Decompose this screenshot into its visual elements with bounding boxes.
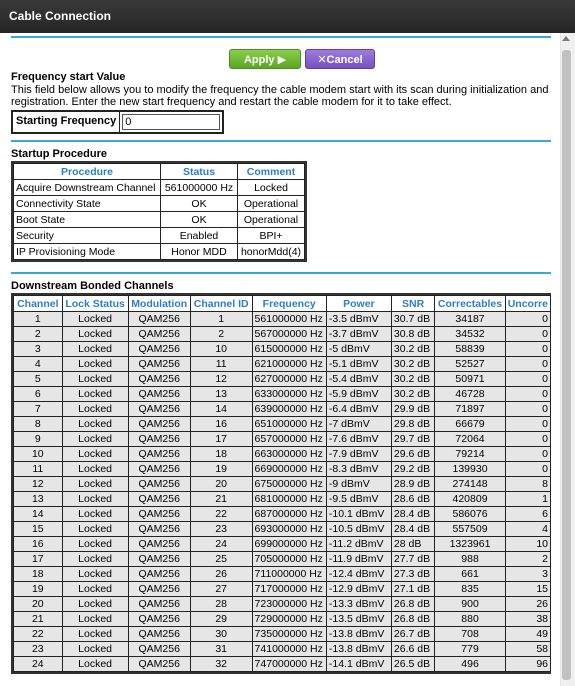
table-cell: 633000000 Hz bbox=[252, 387, 326, 402]
table-cell: -10.5 dBmV bbox=[326, 522, 391, 537]
table-cell: QAM256 bbox=[128, 477, 190, 492]
column-header: SNR bbox=[391, 296, 435, 312]
table-cell: Locked bbox=[62, 432, 128, 447]
table-cell: 0 bbox=[505, 372, 550, 387]
table-cell: -9.5 dBmV bbox=[326, 492, 391, 507]
table-cell: honorMdd(4) bbox=[238, 244, 305, 260]
frequency-description: This field below allows you to modify the frequency the cable modem start with its scan during initialization and registration. Enter the new start frequency and restart the cable modem for it to take effect. bbox=[11, 84, 549, 108]
table-cell: 27.7 dB bbox=[391, 552, 435, 567]
table-cell: Connectivity State bbox=[14, 196, 161, 212]
table-cell: 20 bbox=[14, 597, 63, 612]
table-cell: QAM256 bbox=[128, 402, 190, 417]
table-row bbox=[14, 312, 551, 327]
downstream-table-wrapper bbox=[11, 293, 551, 674]
table-cell: 24 bbox=[14, 657, 63, 672]
column-header: Channel bbox=[14, 296, 63, 312]
table-cell: 687000000 Hz bbox=[252, 507, 326, 522]
table-cell: 26.5 dB bbox=[391, 657, 435, 672]
table-cell: 31 bbox=[190, 642, 252, 657]
table-cell: 0 bbox=[505, 312, 550, 327]
table-cell: Locked bbox=[62, 477, 128, 492]
table-cell: QAM256 bbox=[128, 657, 190, 672]
table-cell: 3 bbox=[505, 567, 550, 582]
table-row bbox=[14, 228, 305, 244]
table-cell: QAM256 bbox=[128, 417, 190, 432]
table-cell: Locked bbox=[62, 567, 128, 582]
table-cell: Locked bbox=[62, 612, 128, 627]
table-cell: -13.8 dBmV bbox=[326, 642, 391, 657]
table-cell: 705000000 Hz bbox=[252, 552, 326, 567]
table-cell: BPI+ bbox=[238, 228, 305, 244]
table-cell: 30.8 dB bbox=[391, 327, 435, 342]
table-cell: 19 bbox=[190, 462, 252, 477]
table-cell: 0 bbox=[505, 462, 550, 477]
table-cell: 2 bbox=[14, 327, 63, 342]
startup-table bbox=[13, 163, 305, 260]
table-cell: OK bbox=[161, 212, 238, 228]
table-cell: 30.2 dB bbox=[391, 372, 435, 387]
table-cell: 38 bbox=[505, 612, 550, 627]
table-cell: 12 bbox=[14, 477, 63, 492]
column-header: Power bbox=[326, 296, 391, 312]
table-cell: 661 bbox=[435, 567, 505, 582]
table-cell: 21 bbox=[190, 492, 252, 507]
table-cell: 735000000 Hz bbox=[252, 627, 326, 642]
table-cell: 79214 bbox=[435, 447, 505, 462]
table-cell: 7 bbox=[14, 402, 63, 417]
table-cell: QAM256 bbox=[128, 597, 190, 612]
table-cell: 675000000 Hz bbox=[252, 477, 326, 492]
table-cell: QAM256 bbox=[128, 537, 190, 552]
table-cell: 26.6 dB bbox=[391, 642, 435, 657]
table-cell: 9 bbox=[14, 432, 63, 447]
table-cell: 27.1 dB bbox=[391, 582, 435, 597]
table-cell: 4 bbox=[14, 357, 63, 372]
table-cell: 18 bbox=[14, 567, 63, 582]
table-cell: -5.1 dBmV bbox=[326, 357, 391, 372]
table-cell: 420809 bbox=[435, 492, 505, 507]
table-cell: 49 bbox=[505, 627, 550, 642]
table-cell: Operational bbox=[238, 196, 305, 212]
table-cell: 139930 bbox=[435, 462, 505, 477]
table-cell: 2 bbox=[190, 327, 252, 342]
table-cell: Locked bbox=[62, 657, 128, 672]
table-row bbox=[14, 342, 551, 357]
table-cell: -7 dBmV bbox=[326, 417, 391, 432]
table-cell: Operational bbox=[238, 212, 305, 228]
table-cell: QAM256 bbox=[128, 432, 190, 447]
table-cell: 10 bbox=[190, 342, 252, 357]
cancel-button[interactable]: ✕Cancel bbox=[305, 49, 375, 69]
table-cell: QAM256 bbox=[128, 387, 190, 402]
table-cell: QAM256 bbox=[128, 552, 190, 567]
table-cell: 669000000 Hz bbox=[252, 462, 326, 477]
table-row bbox=[14, 417, 551, 432]
table-cell: 23 bbox=[190, 522, 252, 537]
table-cell: 741000000 Hz bbox=[252, 642, 326, 657]
column-header: Procedure bbox=[14, 164, 161, 180]
table-cell: 708 bbox=[435, 627, 505, 642]
action-bar bbox=[11, 38, 551, 69]
table-cell: 29.6 dB bbox=[391, 447, 435, 462]
table-cell: 19 bbox=[14, 582, 63, 597]
downstream-section-title: Downstream Bonded Channels bbox=[11, 280, 174, 292]
table-cell: Locked bbox=[62, 537, 128, 552]
table-row bbox=[14, 387, 551, 402]
table-cell: 12 bbox=[190, 372, 252, 387]
table-cell: 717000000 Hz bbox=[252, 582, 326, 597]
startup-section-title: Startup Procedure bbox=[11, 148, 107, 160]
table-cell: 13 bbox=[190, 387, 252, 402]
table-cell: 11 bbox=[190, 357, 252, 372]
table-row bbox=[14, 462, 551, 477]
table-cell: 28.4 dB bbox=[391, 507, 435, 522]
table-cell: 835 bbox=[435, 582, 505, 597]
table-cell: 6 bbox=[505, 507, 550, 522]
table-cell: Locked bbox=[62, 462, 128, 477]
table-cell: 26.7 dB bbox=[391, 627, 435, 642]
apply-button[interactable]: Apply ▶ bbox=[229, 49, 301, 69]
table-cell: QAM256 bbox=[128, 462, 190, 477]
table-row bbox=[14, 537, 551, 552]
scrollbar-thumb[interactable] bbox=[562, 50, 571, 680]
table-cell: -9 dBmV bbox=[326, 477, 391, 492]
table-row bbox=[14, 212, 305, 228]
table-cell: QAM256 bbox=[128, 507, 190, 522]
table-cell: -5 dBmV bbox=[326, 342, 391, 357]
table-cell: OK bbox=[161, 196, 238, 212]
table-cell: 1 bbox=[190, 312, 252, 327]
table-cell: 8 bbox=[14, 417, 63, 432]
table-cell: -7.9 dBmV bbox=[326, 447, 391, 462]
table-cell: 0 bbox=[505, 417, 550, 432]
frequency-section-title: Frequency start Value bbox=[11, 71, 126, 83]
table-cell: QAM256 bbox=[128, 327, 190, 342]
table-cell: Locked bbox=[62, 372, 128, 387]
table-cell: 26 bbox=[190, 567, 252, 582]
table-cell: 988 bbox=[435, 552, 505, 567]
table-cell: 13 bbox=[14, 492, 63, 507]
table-cell: QAM256 bbox=[128, 447, 190, 462]
table-cell: 723000000 Hz bbox=[252, 597, 326, 612]
table-cell: -12.4 dBmV bbox=[326, 567, 391, 582]
table-cell: 26.8 dB bbox=[391, 612, 435, 627]
table-cell: 28 bbox=[190, 597, 252, 612]
table-row bbox=[14, 327, 551, 342]
column-header: Channel ID bbox=[190, 296, 252, 312]
table-cell: 900 bbox=[435, 597, 505, 612]
table-cell: -13.5 dBmV bbox=[326, 612, 391, 627]
table-row bbox=[14, 402, 551, 417]
table-cell: -14.1 dBmV bbox=[326, 657, 391, 672]
table-cell: 6 bbox=[14, 387, 63, 402]
table-cell: 729000000 Hz bbox=[252, 612, 326, 627]
table-cell: QAM256 bbox=[128, 642, 190, 657]
table-cell: QAM256 bbox=[128, 567, 190, 582]
table-cell: 24 bbox=[190, 537, 252, 552]
table-cell: Locked bbox=[238, 180, 305, 196]
table-cell: Enabled bbox=[161, 228, 238, 244]
table-cell: -7.6 dBmV bbox=[326, 432, 391, 447]
column-header: Lock Status bbox=[62, 296, 128, 312]
table-cell: QAM256 bbox=[128, 357, 190, 372]
startup-table-wrapper bbox=[11, 161, 307, 262]
table-cell: 0 bbox=[505, 357, 550, 372]
table-cell: 16 bbox=[190, 417, 252, 432]
table-cell: QAM256 bbox=[128, 492, 190, 507]
table-cell: 46728 bbox=[435, 387, 505, 402]
table-row bbox=[14, 582, 551, 597]
table-row bbox=[14, 477, 551, 492]
table-row bbox=[14, 522, 551, 537]
table-cell: 1323961 bbox=[435, 537, 505, 552]
table-cell: 639000000 Hz bbox=[252, 402, 326, 417]
table-cell: 28.6 dB bbox=[391, 492, 435, 507]
table-cell: 10 bbox=[14, 447, 63, 462]
table-cell: -3.7 dBmV bbox=[326, 327, 391, 342]
table-cell: Locked bbox=[62, 447, 128, 462]
table-row bbox=[14, 372, 551, 387]
table-cell: 0 bbox=[505, 447, 550, 462]
table-cell: -5.9 dBmV bbox=[326, 387, 391, 402]
table-row bbox=[14, 627, 551, 642]
table-row bbox=[14, 612, 551, 627]
table-cell: Locked bbox=[62, 552, 128, 567]
table-cell: 0 bbox=[505, 327, 550, 342]
table-cell: 567000000 Hz bbox=[252, 327, 326, 342]
table-cell: 0 bbox=[505, 402, 550, 417]
table-cell: 72064 bbox=[435, 432, 505, 447]
scroll-up-arrow-icon[interactable] bbox=[562, 36, 570, 41]
table-cell: 58839 bbox=[435, 342, 505, 357]
table-cell: Locked bbox=[62, 357, 128, 372]
table-cell: 71897 bbox=[435, 402, 505, 417]
table-cell: 693000000 Hz bbox=[252, 522, 326, 537]
table-cell: QAM256 bbox=[128, 522, 190, 537]
page-content bbox=[11, 33, 551, 677]
table-cell: 30 bbox=[190, 627, 252, 642]
table-cell: 29.2 dB bbox=[391, 462, 435, 477]
table-cell: 557509 bbox=[435, 522, 505, 537]
column-header: Comment bbox=[238, 164, 305, 180]
table-cell: Acquire Downstream Channel bbox=[14, 180, 161, 196]
table-cell: 0 bbox=[505, 432, 550, 447]
table-cell: Locked bbox=[62, 642, 128, 657]
table-cell: IP Provisioning Mode bbox=[14, 244, 161, 260]
table-cell: 34532 bbox=[435, 327, 505, 342]
table-cell: 15 bbox=[14, 522, 63, 537]
table-cell: QAM256 bbox=[128, 612, 190, 627]
table-cell: 627000000 Hz bbox=[252, 372, 326, 387]
table-cell: 30.2 dB bbox=[391, 342, 435, 357]
table-cell: QAM256 bbox=[128, 342, 190, 357]
table-cell: 29 bbox=[190, 612, 252, 627]
table-cell: -12.9 dBmV bbox=[326, 582, 391, 597]
table-cell: 29.8 dB bbox=[391, 417, 435, 432]
table-cell: QAM256 bbox=[128, 312, 190, 327]
table-cell: 496 bbox=[435, 657, 505, 672]
table-cell: 25 bbox=[190, 552, 252, 567]
table-cell: 779 bbox=[435, 642, 505, 657]
column-header: Correctables bbox=[435, 296, 505, 312]
table-cell: Locked bbox=[62, 627, 128, 642]
table-cell: -13.8 dBmV bbox=[326, 627, 391, 642]
table-cell: 28 dB bbox=[391, 537, 435, 552]
table-cell: 10 bbox=[505, 537, 550, 552]
table-cell: 1 bbox=[505, 492, 550, 507]
table-row bbox=[14, 492, 551, 507]
table-cell: 29.9 dB bbox=[391, 402, 435, 417]
table-cell: 17 bbox=[190, 432, 252, 447]
table-cell: 14 bbox=[190, 402, 252, 417]
table-cell: 561000000 Hz bbox=[161, 180, 238, 196]
table-cell: 58 bbox=[505, 642, 550, 657]
table-cell: 26.8 dB bbox=[391, 597, 435, 612]
table-cell: 66679 bbox=[435, 417, 505, 432]
table-cell: 22 bbox=[190, 507, 252, 522]
table-cell: 561000000 Hz bbox=[252, 312, 326, 327]
table-row bbox=[14, 447, 551, 462]
table-cell: 26 bbox=[505, 597, 550, 612]
table-cell: 0 bbox=[505, 387, 550, 402]
table-cell: 32 bbox=[190, 657, 252, 672]
divider bbox=[11, 272, 551, 274]
table-cell: 50971 bbox=[435, 372, 505, 387]
table-cell: 2 bbox=[505, 552, 550, 567]
table-cell: 747000000 Hz bbox=[252, 657, 326, 672]
table-cell: -8.3 dBmV bbox=[326, 462, 391, 477]
table-cell: 30.7 dB bbox=[391, 312, 435, 327]
table-row bbox=[14, 552, 551, 567]
table-cell: 20 bbox=[190, 477, 252, 492]
table-cell: -5.4 dBmV bbox=[326, 372, 391, 387]
column-header: Status bbox=[161, 164, 238, 180]
column-header: Uncorre bbox=[505, 296, 550, 312]
table-cell: 651000000 Hz bbox=[252, 417, 326, 432]
table-cell: 699000000 Hz bbox=[252, 537, 326, 552]
starting-frequency-input[interactable] bbox=[122, 114, 220, 130]
table-cell: 22 bbox=[14, 627, 63, 642]
window-title: Cable Connection bbox=[0, 0, 575, 33]
table-row bbox=[14, 196, 305, 212]
table-cell: 30.2 dB bbox=[391, 357, 435, 372]
column-header: Frequency bbox=[252, 296, 326, 312]
table-cell: Locked bbox=[62, 522, 128, 537]
table-cell: QAM256 bbox=[128, 372, 190, 387]
table-cell: QAM256 bbox=[128, 582, 190, 597]
table-row bbox=[14, 244, 305, 260]
table-cell: Locked bbox=[62, 312, 128, 327]
table-cell: Boot State bbox=[14, 212, 161, 228]
table-cell: Locked bbox=[62, 582, 128, 597]
table-cell: 586076 bbox=[435, 507, 505, 522]
table-cell: QAM256 bbox=[128, 627, 190, 642]
table-cell: Locked bbox=[62, 342, 128, 357]
table-cell: 21 bbox=[14, 612, 63, 627]
table-row bbox=[14, 180, 305, 196]
starting-frequency-row bbox=[11, 110, 224, 134]
table-cell: 657000000 Hz bbox=[252, 432, 326, 447]
table-cell: 621000000 Hz bbox=[252, 357, 326, 372]
table-cell: 711000000 Hz bbox=[252, 567, 326, 582]
table-cell: Locked bbox=[62, 507, 128, 522]
table-cell: Locked bbox=[62, 387, 128, 402]
table-cell: 615000000 Hz bbox=[252, 342, 326, 357]
table-cell: 14 bbox=[14, 507, 63, 522]
table-cell: 27 bbox=[190, 582, 252, 597]
table-cell: Locked bbox=[62, 327, 128, 342]
table-cell: Locked bbox=[62, 402, 128, 417]
table-cell: -10.1 dBmV bbox=[326, 507, 391, 522]
table-cell: 4 bbox=[505, 522, 550, 537]
table-cell: 5 bbox=[14, 372, 63, 387]
table-row bbox=[14, 357, 551, 372]
table-cell: 34187 bbox=[435, 312, 505, 327]
table-cell: 0 bbox=[505, 342, 550, 357]
table-cell: -13.3 dBmV bbox=[326, 597, 391, 612]
column-header: Modulation bbox=[128, 296, 190, 312]
table-cell: 28.4 dB bbox=[391, 522, 435, 537]
table-cell: -11.9 dBmV bbox=[326, 552, 391, 567]
table-cell: Locked bbox=[62, 417, 128, 432]
table-cell: 28.9 dB bbox=[391, 477, 435, 492]
table-cell: 29.7 dB bbox=[391, 432, 435, 447]
table-cell: 30.2 dB bbox=[391, 387, 435, 402]
table-cell: 8 bbox=[505, 477, 550, 492]
table-cell: 96 bbox=[505, 657, 550, 672]
divider bbox=[11, 140, 551, 142]
table-cell: 1 bbox=[14, 312, 63, 327]
table-cell: 15 bbox=[505, 582, 550, 597]
table-cell: -6.4 dBmV bbox=[326, 402, 391, 417]
table-cell: Honor MDD bbox=[161, 244, 238, 260]
table-cell: 16 bbox=[14, 537, 63, 552]
table-cell: 274148 bbox=[435, 477, 505, 492]
table-row bbox=[14, 432, 551, 447]
table-cell: 18 bbox=[190, 447, 252, 462]
table-cell: 681000000 Hz bbox=[252, 492, 326, 507]
downstream-table bbox=[13, 295, 551, 672]
table-cell: 27.3 dB bbox=[391, 567, 435, 582]
table-cell: 880 bbox=[435, 612, 505, 627]
starting-frequency-label: Starting Frequency bbox=[13, 112, 120, 132]
table-cell: 23 bbox=[14, 642, 63, 657]
table-cell: 17 bbox=[14, 552, 63, 567]
table-cell: -3.5 dBmV bbox=[326, 312, 391, 327]
table-row bbox=[14, 597, 551, 612]
table-cell: 11 bbox=[14, 462, 63, 477]
table-row bbox=[14, 507, 551, 522]
table-cell: -11.2 dBmV bbox=[326, 537, 391, 552]
table-cell: 663000000 Hz bbox=[252, 447, 326, 462]
table-cell: 3 bbox=[14, 342, 63, 357]
table-row bbox=[14, 642, 551, 657]
table-cell: 52527 bbox=[435, 357, 505, 372]
table-cell: Security bbox=[14, 228, 161, 244]
table-cell: Locked bbox=[62, 492, 128, 507]
table-cell: Locked bbox=[62, 597, 128, 612]
table-row bbox=[14, 657, 551, 672]
table-row bbox=[14, 567, 551, 582]
